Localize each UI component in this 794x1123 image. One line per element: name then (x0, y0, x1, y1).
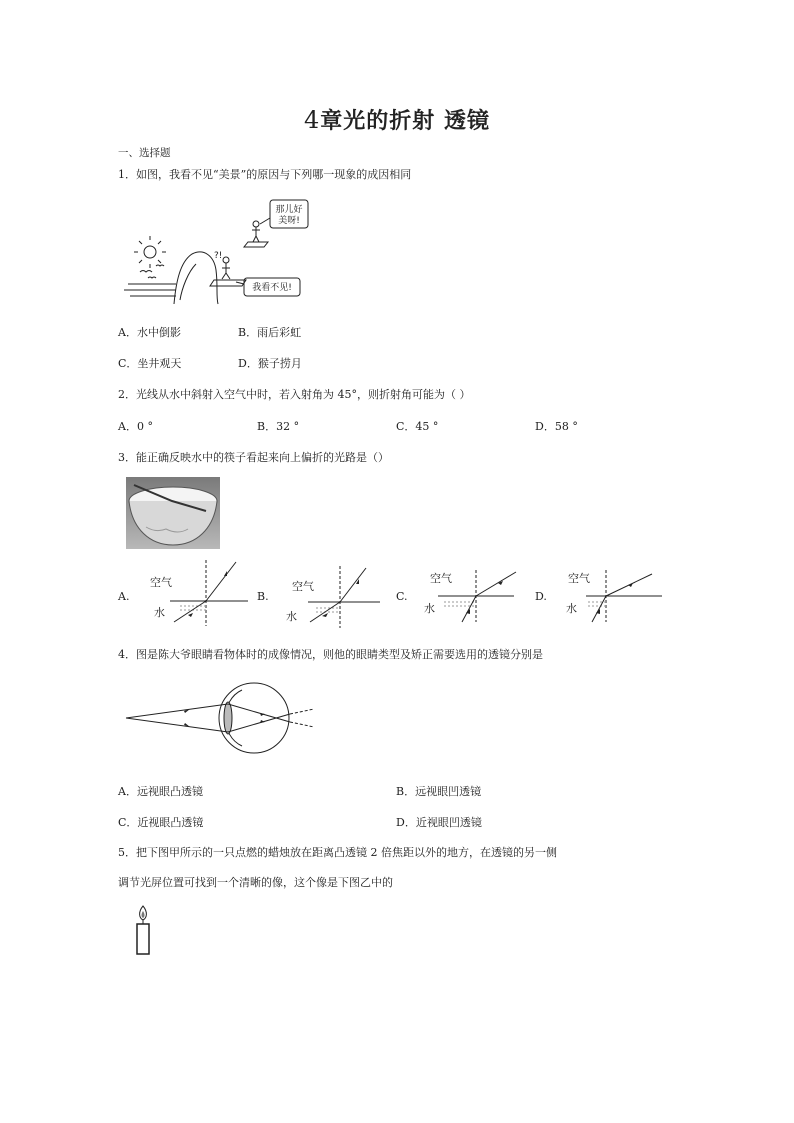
svg-text:那儿好: 那儿好 (275, 205, 303, 215)
q3-option-d-diagram[interactable] (556, 566, 666, 626)
svg-text:我看不见!: 我看不见! (252, 283, 292, 293)
sun-icon (144, 246, 156, 258)
q3-option-a-diagram[interactable] (140, 558, 250, 628)
q4-option-b[interactable]: B．远视眼凹透镜 (396, 785, 482, 798)
question-5-text-line2: 调节光屏位置可找到一个清晰的像，这个像是下图乙中的 (118, 876, 393, 889)
svg-text:空气: 空气 (430, 572, 452, 585)
question-4-text: 4．图是陈大爷眼睛看物体时的成像情况，则他的眼睛类型及矫正需要选用的透镜分别是 (118, 648, 543, 661)
question-5-text-line1: 5．把下图甲所示的一只点燃的蜡烛放在距离凸透镜 2 倍焦距以外的地方，在透镜的另一侧 (118, 846, 557, 859)
svg-text:美呀!: 美呀! (278, 216, 300, 226)
svg-text:水: 水 (566, 602, 577, 615)
question-1-figure (118, 192, 318, 310)
bowl-chopstick-photo (126, 477, 220, 549)
eye-diagram (124, 680, 324, 760)
svg-text:空气: 空气 (292, 580, 314, 593)
svg-text:空气: 空气 (568, 572, 590, 585)
q1-option-a[interactable]: A．水中倒影 (118, 326, 181, 339)
q3-option-b-diagram[interactable] (280, 562, 390, 632)
svg-text:水: 水 (424, 602, 435, 615)
q2-option-c[interactable]: C．45 ° (396, 420, 439, 433)
svg-text:空气: 空气 (150, 576, 172, 589)
q3-option-b-label[interactable]: B. (257, 590, 269, 603)
question-2-text: 2．光线从水中斜射入空气中时，若入射角为 45°，则折射角可能为（ ） (118, 388, 471, 401)
q1-option-d[interactable]: D．猴子捞月 (238, 357, 302, 370)
svg-text:水: 水 (286, 610, 297, 623)
q2-option-a[interactable]: A．0 ° (118, 420, 153, 433)
q1-option-b[interactable]: B．雨后彩虹 (238, 326, 302, 339)
question-3-text: 3．能正确反映水中的筷子看起来向上偏折的光路是（） (118, 451, 389, 464)
q4-option-d[interactable]: D．近视眼凹透镜 (396, 816, 482, 829)
page-title: 4章光的折射 透镜 (304, 106, 490, 134)
q3-option-c-label[interactable]: C. (396, 590, 408, 603)
q1-option-c[interactable]: C．坐井观天 (118, 357, 182, 370)
q3-option-a-label[interactable]: A. (118, 590, 130, 603)
svg-text:水: 水 (154, 606, 165, 619)
q2-option-b[interactable]: B．32 ° (257, 420, 300, 433)
candle-icon (128, 904, 158, 958)
q4-option-a[interactable]: A．远视眼凸透镜 (118, 785, 203, 798)
q3-option-c-diagram[interactable] (418, 566, 528, 626)
q4-option-c[interactable]: C．近视眼凸透镜 (118, 816, 204, 829)
q3-option-d-label[interactable]: D. (535, 590, 547, 603)
question-1-text: 1．如图，我看不见“美景”的原因与下列哪一现象的成因相同 (118, 168, 412, 181)
q2-option-d[interactable]: D．58 ° (535, 420, 578, 433)
section-heading: 一、选择题 (118, 147, 171, 159)
svg-text:?!: ?! (214, 251, 223, 261)
